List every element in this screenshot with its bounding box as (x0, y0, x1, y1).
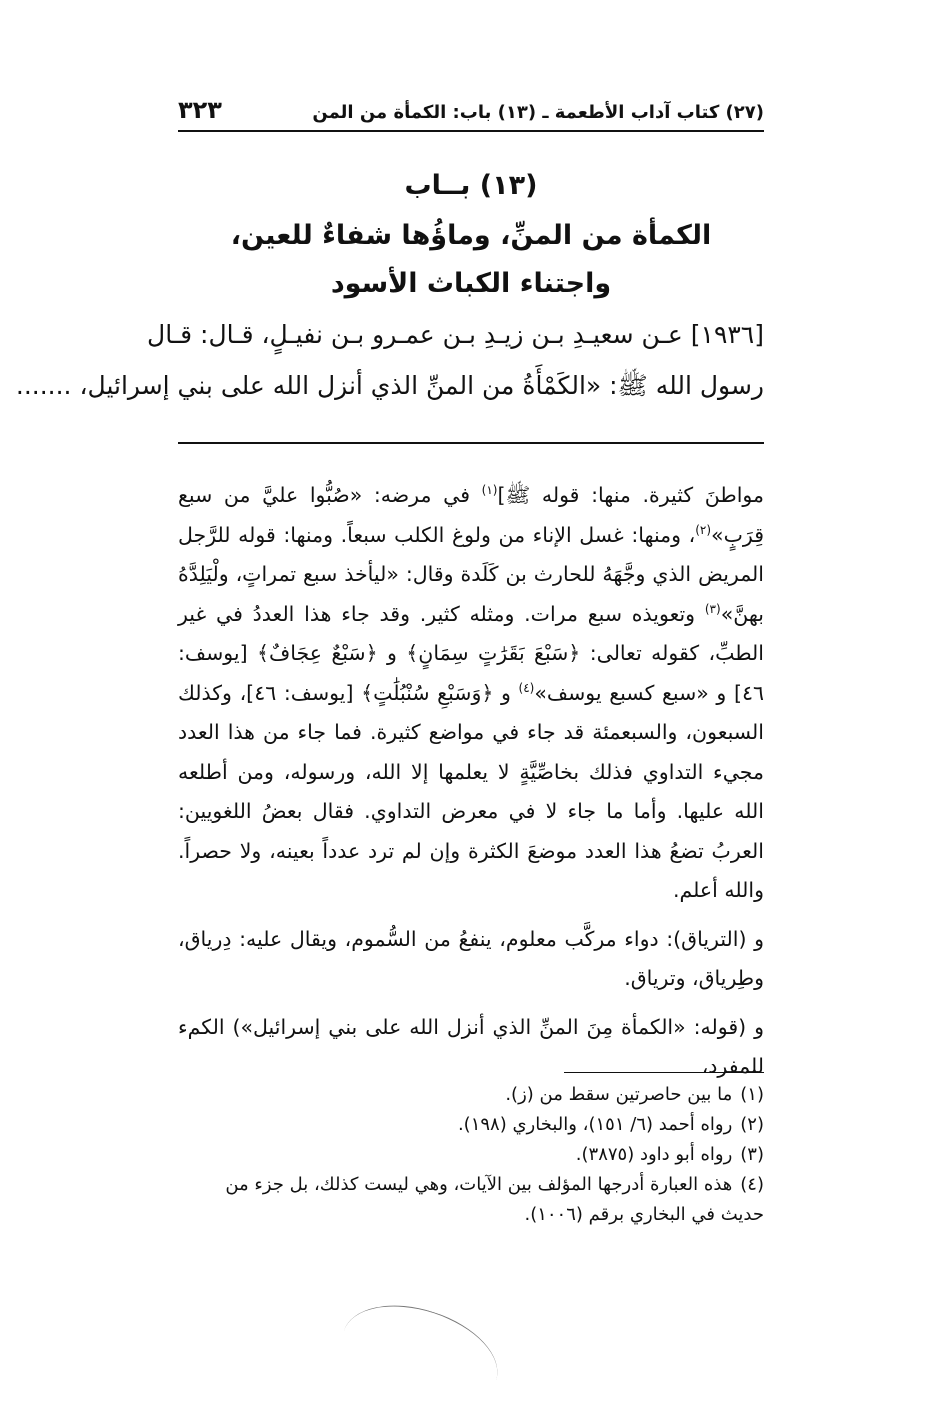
commentary-text: ، ومنها: غسل الإناء من ولوغ الكلب سبعاً. ومنها: قوله للرَّجل المريض الذي وجَّهَهُ للحارث بن كَلَدة وقال: «ليأخذ سبع تمراتٍ، ولْيَلِدَّهُ بهنَّ» (178, 522, 764, 626)
footnote-ref-1: (١) (481, 483, 498, 498)
footnote-number: (٢) (740, 1114, 764, 1135)
footnote-1 (178, 1080, 764, 1110)
footnote-divider (564, 1072, 764, 1073)
footnote-text: رواه أبو داود (٣٨٧٥). (575, 1144, 733, 1165)
scan-artifact (330, 1288, 510, 1424)
commentary-text: وتعويذه سبع مرات. ومثله كثير. وقد جاء هذا العددُ في غير الطبِّ، كقوله تعالى: ﴿سَبْعَ بَقَرَٰتٍ سِمَانٍ﴾ و ﴿سَبْعٌ عِجَافٌ﴾ [يوسف: ٤٦] و «سبع كسبع يوسف» (178, 601, 764, 705)
footnote-text: رواه أحمد (٦/ ١٥١)، والبخاري (١٩٨). (457, 1114, 733, 1135)
hadith-line-1: [١٩٣٦] عـن سعيـدِ بـن زيـدِ بـن عمـرو بـن نفيـلٍ، قـال: قـال (147, 320, 764, 349)
text-divider (178, 442, 764, 444)
commentary-text: و ﴿وَسَبْعِ سُنْبُلَٰتٍ﴾ [يوسف: ٤٦]، وكذلك السبعون، والسبعمئة قد جاء في مواضع كثيرة. فما جاء من هذا العدد مجيء التداوي فذلك بخاصِّيَّةٍ لا يعلمها إلا الله، ورسوله، ومن أطلعه الله عليها. وأما ما جاء لا في معرض التداوي. فقال بعضُ اللغويين: العربُ تضعُ هذا العدد موضعَ الكثرة وإن لم ترد عدداً بعينه، ولا حصراً. والله أعلم. (178, 680, 764, 902)
footnotes (178, 1080, 764, 1230)
running-head-title: (٢٧) كتاب آداب الأطعمة ـ (١٣) باب: الكمأة من المن (312, 102, 764, 123)
chapter-number: (١٣) بــاب (404, 170, 538, 201)
chapter-title-line-2: واجتناء الكباث الأسود (330, 268, 612, 299)
chapter-title-line-1: الكمأة من المنِّ، وماؤُها شفاءٌ للعين، (230, 220, 712, 251)
footnote-text: هذه العبارة أدرجها المؤلف بين الآيات، وهي ليست كذلك، بل جزء من حديث في البخاري برقم (١٠٠٦). (225, 1174, 764, 1225)
footnote-text: ما بين حاصرتين سقط من (ز). (505, 1084, 733, 1105)
footnote-3 (178, 1140, 764, 1170)
hadith-line-2: رسول الله ﷺ: «الكَمْأَةُ من المنِّ الذي أنزل الله على بني إسرائيل، ....... (15, 371, 764, 400)
commentary-paragraph-2: و (الترياق): دواء مركَّب معلوم، ينفعُ من السُّموم، ويقال عليه: دِرياق، وطِرياق، وترياق. (178, 926, 764, 990)
footnote-ref-4: (٤) (518, 680, 535, 695)
page-number: ٣٢٣ (178, 96, 222, 124)
footnote-4 (178, 1170, 764, 1230)
footnote-number: (٤) (740, 1174, 764, 1195)
commentary (178, 476, 764, 1096)
commentary-text: في مرضه: «صُبُّوا عليَّ من سبع قِرَبٍ» (178, 483, 764, 547)
running-head (178, 96, 764, 130)
footnote-ref-3: (٣) (704, 601, 721, 616)
footnote-number: (١) (740, 1084, 764, 1105)
commentary-paragraph-3: و (قوله: «الكمأة مِنَ المنِّ الذي أنزل الله على بني إسرائيل») الكمء للمفرد، (178, 1014, 764, 1078)
footnote-number: (٣) (740, 1144, 764, 1165)
header-divider (178, 130, 764, 132)
commentary-text: مواطنَ كثيرة. منها: قوله ﷺ] (497, 483, 764, 507)
footnote-ref-2: (٢) (695, 522, 712, 537)
footnote-2 (178, 1110, 764, 1140)
commentary-paragraph-1 (178, 476, 764, 911)
